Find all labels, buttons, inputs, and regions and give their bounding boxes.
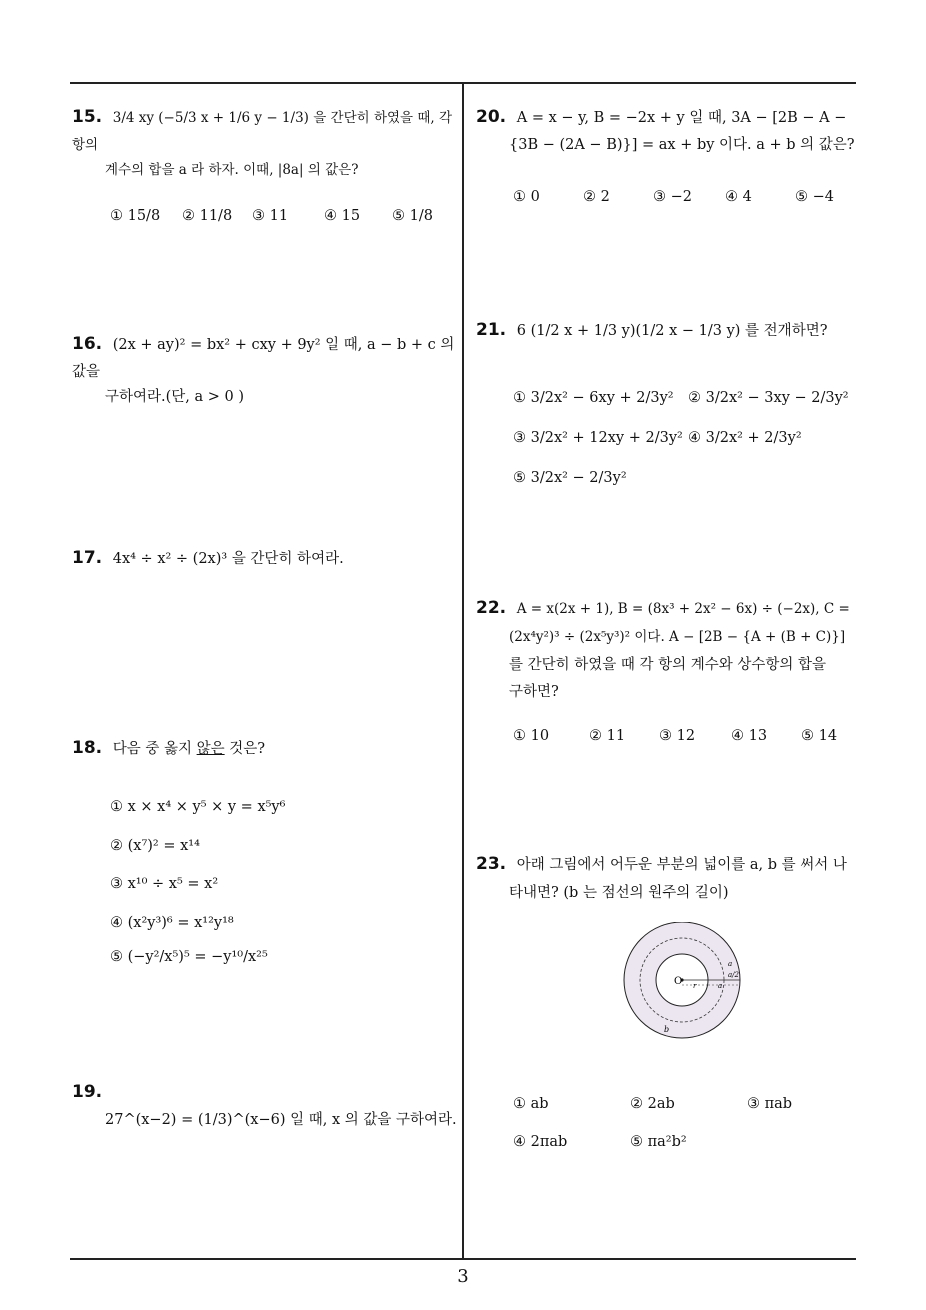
problem-17: [72, 544, 457, 574]
problem-text: 구하면?: [509, 684, 559, 701]
problem-text: 6 (1/2 x + 1/3 y)(1/2 x − 1/3 y) 를 전개하면?: [516, 323, 828, 339]
option[interactable]: ④ 13: [731, 728, 768, 744]
option[interactable]: ⑤ πa²b²: [630, 1134, 687, 1150]
option[interactable]: ③ x¹⁰ ÷ x⁵ = x²: [110, 876, 219, 892]
option[interactable]: ① 3/2x² − 6xy + 2/3y²: [513, 390, 674, 406]
problem-number: 21.: [476, 320, 507, 340]
option[interactable]: ② 2ab: [630, 1096, 675, 1112]
option[interactable]: ⑤ −4: [795, 189, 834, 205]
option[interactable]: ③ 3/2x² + 12xy + 2/3y²: [513, 430, 683, 446]
problem-number: 18.: [72, 738, 103, 758]
problem-21: [476, 316, 861, 346]
problem-text: (2x⁴y²)³ ÷ (2x⁵y³)² 이다. A − [2B − {A + (B + C)}]: [509, 629, 846, 646]
problem-text: A = x − y, B = −2x + y 일 때, 3A − [2B − A −: [516, 110, 847, 126]
b-label: b: [664, 1025, 670, 1034]
problem-number: 19.: [72, 1082, 103, 1102]
underlined-word: 않은: [196, 741, 225, 757]
problem-19: [72, 1078, 457, 1133]
option[interactable]: ④ 2πab: [513, 1134, 568, 1150]
option[interactable]: ④ (x²y³)⁶ = x¹²y¹⁸: [110, 914, 234, 931]
option[interactable]: ① x × x⁴ × y⁵ × y = x⁵y⁶: [110, 799, 286, 815]
problem-number: 23.: [476, 854, 507, 874]
problem-text: 27^(x−2) = (1/3)^(x−6) 일 때, x 의 값을 구하여라.: [105, 1111, 457, 1128]
a-label-top: a: [728, 960, 733, 968]
option[interactable]: ⑤ (−y²/x⁵)⁵ = −y¹⁰/x²⁵: [110, 949, 268, 965]
problem-number: 17.: [72, 548, 103, 568]
option[interactable]: ② 3/2x² − 3xy − 2/3y²: [688, 390, 849, 406]
a-label-bottom: a: [718, 982, 723, 990]
option[interactable]: ⑤ 1/8: [392, 208, 433, 224]
problem-text: 를 간단히 하였을 때 각 항의 계수와 상수항의 합을: [509, 656, 827, 673]
option[interactable]: ① 0: [513, 189, 540, 205]
problem-16: [72, 330, 457, 411]
problem-number: 22.: [476, 598, 507, 618]
problem-number: 20.: [476, 107, 507, 127]
annulus-figure: [620, 922, 744, 1046]
column-divider: [462, 82, 464, 1259]
a-half-label: a/2: [728, 971, 739, 979]
option[interactable]: ④ 15: [324, 208, 361, 224]
problem-22: [476, 592, 866, 707]
problem-text: 3/4 xy (−5/3 x + 1/6 y − 1/3) 을 간단히 하였을 때, 각 항의: [72, 110, 453, 153]
option[interactable]: ② 11: [589, 728, 626, 744]
problem-23: [476, 848, 861, 908]
problem-text: (2x + ay)² = bx² + cxy + 9y² 일 때, a − b + c 의 값을: [72, 337, 455, 380]
problem-text: 구하여라.(단, a > 0 ): [105, 389, 245, 406]
option[interactable]: ② (x⁷)² = x¹⁴: [110, 837, 200, 854]
options-22: [513, 728, 861, 744]
problem-18: [72, 734, 457, 764]
problem-text: 다음 중 옳지: [112, 741, 197, 757]
problem-text: 것은?: [224, 741, 266, 757]
page-number: 3: [457, 1266, 469, 1287]
option[interactable]: ③ 11: [252, 208, 289, 224]
problem-text: A = x(2x + 1), B = (8x³ + 2x² − 6x) ÷ (−2x), C =: [516, 601, 850, 617]
problem-text: {3B − (2A − B)}] = ax + by 이다. a + b 의 값은?: [509, 136, 855, 153]
option[interactable]: ⑤ 3/2x² − 2/3y²: [513, 470, 627, 486]
options-15: [110, 208, 452, 224]
option[interactable]: ④ 3/2x² + 2/3y²: [688, 430, 802, 446]
problem-20: [476, 103, 861, 158]
r-label: r: [693, 982, 697, 990]
problem-text: 타내면? (b 는 점선의 원주의 길이): [509, 885, 729, 902]
bottom-rule: [70, 1258, 856, 1260]
option[interactable]: ① ab: [513, 1096, 549, 1112]
option[interactable]: ② 2: [583, 189, 610, 205]
option[interactable]: ① 15/8: [110, 208, 161, 224]
problem-number: 15.: [72, 107, 103, 127]
options-18: [110, 800, 285, 979]
center-label: O: [674, 976, 683, 987]
option[interactable]: ④ 4: [725, 189, 752, 205]
problem-15: [72, 103, 457, 184]
option[interactable]: ③ πab: [747, 1096, 793, 1112]
option[interactable]: ③ 12: [659, 728, 696, 744]
option[interactable]: ① 10: [513, 728, 550, 744]
problem-text: 계수의 합을 a 라 하자. 이때, |8a| 의 값은?: [105, 162, 359, 179]
problem-text: 아래 그림에서 어두운 부분의 넓이를 a, b 를 써서 나: [516, 857, 847, 873]
option[interactable]: ② 11/8: [182, 208, 233, 224]
problem-number: 16.: [72, 334, 103, 354]
options-20: [513, 189, 855, 205]
problem-text: 4x⁴ ÷ x² ÷ (2x)³ 을 간단히 하여라.: [112, 551, 344, 567]
option[interactable]: ③ −2: [653, 189, 692, 205]
option[interactable]: ⑤ 14: [801, 728, 838, 744]
